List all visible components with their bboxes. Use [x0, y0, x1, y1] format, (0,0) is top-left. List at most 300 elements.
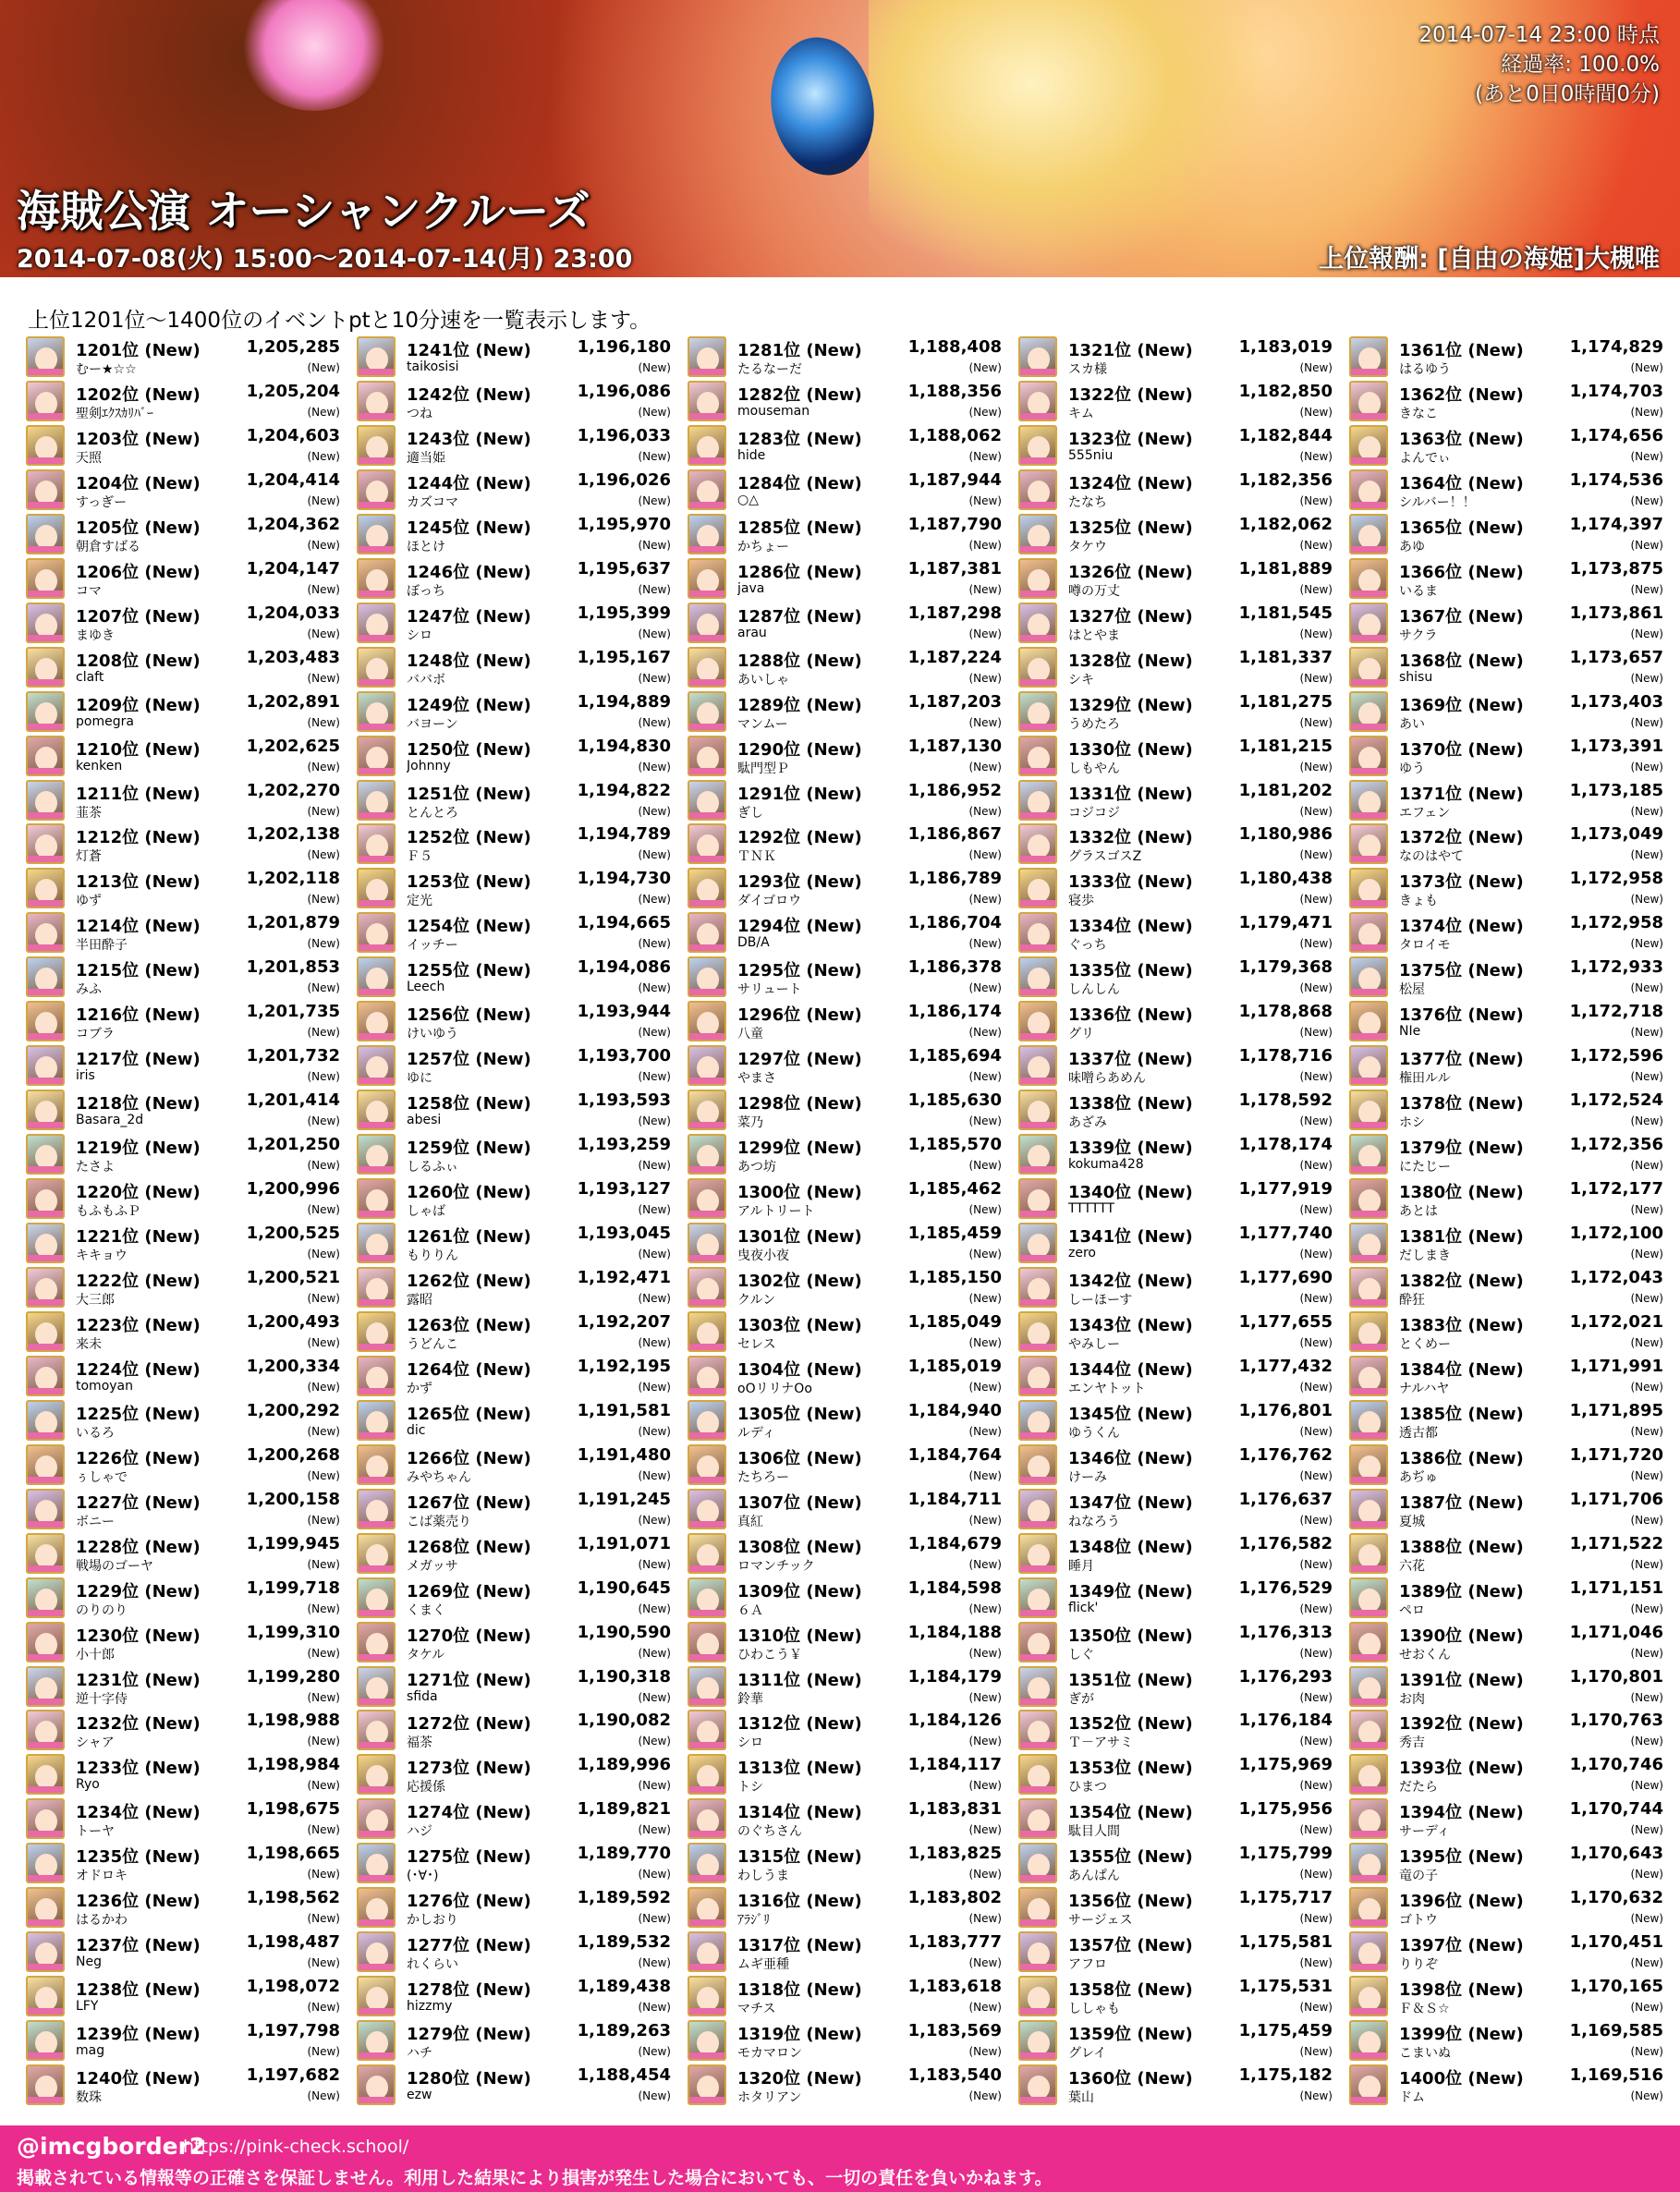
ranking-entry	[1349, 910, 1663, 955]
producer-name: ホシ	[1399, 1115, 1425, 1131]
idol-avatar	[26, 1090, 65, 1130]
avatar-rarity-bar	[689, 591, 724, 597]
avatar-rarity-bar	[359, 2008, 394, 2015]
ranking-entry	[357, 1176, 671, 1221]
ranking-entry	[1018, 1708, 1333, 1752]
event-points: 1,186,952	[907, 780, 1002, 800]
speed-label: (New)	[1299, 715, 1333, 729]
avatar-rarity-bar	[1020, 1699, 1055, 1705]
producer-name: 曳夜小夜	[737, 1248, 789, 1263]
rank-label: 1305位 (New)	[737, 1404, 862, 1424]
producer-name: ひまつ	[1068, 1780, 1107, 1796]
ranking-entry	[1349, 1930, 1663, 1974]
idol-avatar	[1018, 1267, 1057, 1308]
rank-label: 1301位 (New)	[737, 1227, 862, 1247]
idol-avatar	[688, 868, 726, 908]
avatar-rarity-bar	[1351, 679, 1386, 686]
idol-avatar	[1018, 1976, 1057, 2016]
producer-name: きょも	[1399, 894, 1438, 909]
rank-label: 1366位 (New)	[1399, 562, 1524, 582]
ranking-entry	[688, 1354, 1002, 1398]
rank-label: 1247位 (New)	[407, 606, 531, 627]
idol-avatar	[688, 1311, 726, 1352]
idol-avatar	[26, 1400, 65, 1441]
speed-label: (New)	[1299, 981, 1333, 995]
rank-label: 1381位 (New)	[1399, 1227, 1524, 1247]
ranking-entry	[1018, 1221, 1333, 1265]
producer-name: たなち	[1068, 494, 1107, 510]
speed-label: (New)	[1630, 1646, 1663, 1660]
avatar-rarity-bar	[28, 1033, 63, 1040]
avatar-rarity-bar	[359, 1211, 394, 1217]
avatar-rarity-bar	[1020, 1565, 1055, 1572]
speed-label: (New)	[1630, 1823, 1663, 1837]
speed-label: (New)	[1299, 493, 1333, 507]
event-points: 1,172,596	[1569, 1046, 1663, 1066]
rank-label: 1208位 (New)	[76, 651, 201, 671]
ranking-entry	[357, 423, 671, 468]
rank-label: 1377位 (New)	[1399, 1050, 1524, 1070]
speed-label: (New)	[1299, 1779, 1333, 1793]
speed-label: (New)	[1630, 937, 1663, 951]
idol-avatar	[26, 336, 65, 377]
event-points: 1,194,730	[577, 869, 671, 889]
speed-label: (New)	[1630, 893, 1663, 907]
ranking-entry	[26, 601, 340, 645]
ranking-entry	[26, 1531, 340, 1576]
avatar-rarity-bar	[359, 635, 394, 641]
avatar-rarity-bar	[1351, 591, 1386, 597]
speed-label: (New)	[638, 2089, 671, 2103]
event-points: 1,172,524	[1569, 1090, 1663, 1111]
avatar-rarity-bar	[28, 856, 63, 862]
avatar-rarity-bar	[1020, 2097, 1055, 2103]
producer-name: ルディ	[737, 1425, 775, 1441]
ranking-entry	[1018, 1930, 1333, 1974]
speed-label: (New)	[638, 1468, 671, 1482]
producer-name: 菜乃	[737, 1115, 763, 1131]
event-points: 1,176,762	[1238, 1444, 1333, 1465]
avatar-rarity-bar	[1020, 413, 1055, 420]
event-points: 1,200,158	[246, 1489, 340, 1509]
ranking-entry	[688, 335, 1002, 379]
ranking-entry	[1349, 1531, 1663, 1576]
avatar-rarity-bar	[28, 1344, 63, 1350]
idol-avatar	[1349, 1577, 1388, 1618]
speed-label: (New)	[1299, 1468, 1333, 1482]
rank-label: 1291位 (New)	[737, 784, 862, 804]
event-points: 1,201,735	[246, 1002, 340, 1022]
idol-avatar	[357, 381, 396, 421]
producer-name: TTTTTT	[1068, 1201, 1115, 1217]
producer-name: ねなろう	[1068, 1514, 1120, 1529]
rank-label: 1394位 (New)	[1399, 1803, 1524, 1823]
producer-name: 噂の万丈	[1068, 583, 1120, 599]
idol-avatar	[26, 1356, 65, 1396]
event-points: 1,185,462	[907, 1179, 1002, 1200]
ranking-entry	[357, 1088, 671, 1132]
event-points: 1,174,397	[1569, 514, 1663, 534]
avatar-rarity-bar	[689, 546, 724, 553]
speed-label: (New)	[968, 1468, 1002, 1482]
avatar-rarity-bar	[28, 1078, 63, 1084]
idol-avatar	[357, 956, 396, 997]
ranking-entry	[1349, 423, 1663, 468]
rank-label: 1217位 (New)	[76, 1050, 201, 1070]
producer-name: かず	[407, 1381, 432, 1396]
ranking-entry	[1018, 999, 1333, 1043]
rank-label: 1328位 (New)	[1068, 651, 1193, 671]
rank-label: 1235位 (New)	[76, 1847, 201, 1868]
avatar-rarity-bar	[1020, 2008, 1055, 2015]
idol-avatar	[1349, 1710, 1388, 1750]
avatar-rarity-bar	[1020, 944, 1055, 951]
ranking-entry	[1349, 1176, 1663, 1221]
rank-label: 1339位 (New)	[1068, 1139, 1193, 1159]
event-points: 1,172,356	[1569, 1135, 1663, 1155]
avatar-rarity-bar	[1351, 1078, 1386, 1084]
producer-name: 寝歩	[1068, 894, 1094, 909]
avatar-rarity-bar	[359, 413, 394, 420]
rank-label: 1284位 (New)	[737, 473, 862, 493]
rank-label: 1357位 (New)	[1068, 1936, 1193, 1956]
avatar-rarity-bar	[359, 1964, 394, 1970]
event-points: 1,186,789	[907, 869, 1002, 889]
idol-avatar	[1018, 1045, 1057, 1086]
rank-label: 1303位 (New)	[737, 1315, 862, 1335]
ranking-entry	[1018, 1752, 1333, 1796]
producer-name: わしうま	[737, 1869, 789, 1884]
ranking-entry	[1349, 1752, 1663, 1796]
event-points: 1,170,763	[1569, 1711, 1663, 1731]
event-points: 1,170,746	[1569, 1755, 1663, 1775]
idol-avatar	[1018, 2020, 1057, 2061]
producer-name: キキョウ	[76, 1248, 128, 1263]
idol-avatar	[688, 1622, 726, 1662]
rank-label: 1257位 (New)	[407, 1050, 531, 1070]
idol-avatar	[26, 1045, 65, 1086]
avatar-rarity-bar	[1020, 1344, 1055, 1350]
idol-avatar	[357, 1489, 396, 1529]
producer-name: タケル	[407, 1647, 445, 1662]
ranking-entry	[688, 1885, 1002, 1930]
speed-label: (New)	[638, 2045, 671, 2059]
rank-label: 1248位 (New)	[407, 651, 531, 671]
avatar-rarity-bar	[689, 1521, 724, 1528]
avatar-rarity-bar	[1351, 635, 1386, 641]
producer-name: oOリリナOo	[737, 1381, 812, 1396]
ranking-entry	[688, 1664, 1002, 1709]
speed-label: (New)	[307, 1956, 340, 1970]
rank-label: 1245位 (New)	[407, 518, 531, 538]
idol-avatar	[688, 603, 726, 643]
avatar-rarity-bar	[359, 1786, 394, 1793]
speed-label: (New)	[307, 1823, 340, 1837]
event-points: 1,184,126	[907, 1711, 1002, 1731]
avatar-rarity-bar	[28, 989, 63, 995]
ranking-entry	[1349, 866, 1663, 910]
idol-avatar	[688, 336, 726, 377]
rank-label: 1209位 (New)	[76, 695, 201, 715]
site-link[interactable]: https://pink-check.school/	[183, 2137, 409, 2157]
event-points: 1,196,086	[577, 381, 671, 401]
producer-name: 福茶	[407, 1735, 432, 1751]
rank-label: 1312位 (New)	[737, 1714, 862, 1735]
producer-name: 透古都	[1399, 1425, 1438, 1441]
rank-label: 1392位 (New)	[1399, 1714, 1524, 1735]
speed-label: (New)	[1630, 671, 1663, 685]
idol-avatar	[357, 558, 396, 599]
idol-avatar	[688, 1887, 726, 1928]
ranking-entry	[688, 556, 1002, 601]
producer-name: ダイゴロウ	[737, 894, 802, 909]
event-points: 1,200,493	[246, 1311, 340, 1332]
speed-label: (New)	[638, 848, 671, 862]
ranking-entry	[26, 512, 340, 556]
event-points: 1,184,764	[907, 1444, 1002, 1465]
avatar-rarity-bar	[28, 900, 63, 907]
ranking-entry	[26, 1974, 340, 2018]
ranking-entry	[26, 955, 340, 999]
producer-name: アフロ	[1068, 1957, 1107, 1973]
ranking-entry	[688, 1043, 1002, 1088]
rank-label: 1330位 (New)	[1068, 739, 1193, 760]
ranking-entry	[357, 1752, 671, 1796]
event-points: 1,187,298	[907, 603, 1002, 623]
producer-name: タケウ	[1068, 539, 1107, 554]
event-points: 1,170,451	[1569, 1932, 1663, 1953]
event-reward: 上位報酬: [自由の海姫]大槻唯	[1319, 245, 1660, 274]
ranking-entry	[688, 2018, 1002, 2063]
speed-label: (New)	[307, 1203, 340, 1217]
producer-name: あとは	[1399, 1204, 1438, 1220]
avatar-rarity-bar	[1020, 1919, 1055, 1926]
avatar-rarity-bar	[359, 591, 394, 597]
event-points: 1,196,033	[577, 425, 671, 445]
producer-name: 葉山	[1068, 2090, 1094, 2106]
avatar-rarity-bar	[689, 856, 724, 862]
producer-name: abesi	[407, 1113, 442, 1128]
speed-label: (New)	[638, 1203, 671, 1217]
rank-label: 1251位 (New)	[407, 784, 531, 804]
speed-label: (New)	[638, 760, 671, 773]
rank-label: 1322位 (New)	[1068, 384, 1193, 405]
avatar-rarity-bar	[28, 724, 63, 730]
speed-label: (New)	[1630, 405, 1663, 419]
speed-label: (New)	[307, 1248, 340, 1260]
idol-avatar	[1349, 514, 1388, 554]
idol-avatar	[688, 1090, 726, 1130]
idol-avatar	[1018, 425, 1057, 466]
ranking-entry	[688, 1443, 1002, 1487]
event-points: 1,196,026	[577, 469, 671, 490]
rank-label: 1314位 (New)	[737, 1803, 862, 1823]
producer-name: 真紅	[737, 1514, 763, 1529]
avatar-rarity-bar	[1020, 1875, 1055, 1881]
producer-name: みふ	[76, 982, 102, 998]
ranking-entry	[357, 1930, 671, 1974]
event-points: 1,182,844	[1238, 425, 1333, 445]
idol-avatar	[26, 912, 65, 953]
idol-avatar	[1018, 1090, 1057, 1130]
ranking-entry	[357, 955, 671, 999]
idol-avatar	[688, 381, 726, 421]
producer-name: タロイモ	[1399, 938, 1451, 954]
event-points: 1,183,569	[907, 2021, 1002, 2041]
avatar-rarity-bar	[1020, 546, 1055, 553]
speed-label: (New)	[638, 1159, 671, 1173]
producer-name: けいゆう	[407, 1027, 458, 1042]
rank-label: 1255位 (New)	[407, 961, 531, 981]
event-points: 1,191,581	[577, 1400, 671, 1420]
speed-label: (New)	[1630, 715, 1663, 729]
ranking-entry	[357, 822, 671, 866]
event-points: 1,175,969	[1238, 1755, 1333, 1775]
event-points: 1,172,021	[1569, 1311, 1663, 1332]
ranking-entry	[26, 645, 340, 689]
speed-label: (New)	[638, 804, 671, 818]
avatar-rarity-bar	[28, 1831, 63, 1837]
idol-avatar	[26, 1489, 65, 1529]
speed-label: (New)	[638, 671, 671, 685]
twitter-handle[interactable]: @imcgborder2	[17, 2133, 206, 2160]
rank-label: 1227位 (New)	[76, 1492, 201, 1513]
idol-avatar	[26, 2064, 65, 2105]
idol-avatar	[688, 912, 726, 953]
rank-label: 1362位 (New)	[1399, 384, 1524, 405]
idol-avatar	[357, 868, 396, 908]
avatar-rarity-bar	[359, 1344, 394, 1350]
event-points: 1,184,711	[907, 1489, 1002, 1509]
event-points: 1,192,471	[577, 1267, 671, 1287]
idol-avatar	[357, 1622, 396, 1662]
event-points: 1,190,082	[577, 1711, 671, 1731]
avatar-rarity-bar	[28, 1521, 63, 1528]
producer-name: バヨーン	[407, 716, 458, 732]
producer-name: あゆ	[1399, 539, 1425, 554]
rank-label: 1262位 (New)	[407, 1271, 531, 1291]
event-points: 1,176,184	[1238, 1711, 1333, 1731]
speed-label: (New)	[638, 1380, 671, 1394]
rank-label: 1219位 (New)	[76, 1139, 201, 1159]
producer-name: ゆず	[76, 894, 102, 909]
ranking-entry	[688, 1620, 1002, 1664]
producer-name: 適当姫	[407, 450, 445, 466]
ranking-entry	[1018, 468, 1333, 512]
ranking-entry	[688, 999, 1002, 1043]
event-points: 1,185,019	[907, 1356, 1002, 1376]
rank-label: 1264位 (New)	[407, 1359, 531, 1380]
speed-label: (New)	[968, 804, 1002, 818]
rank-label: 1317位 (New)	[737, 1936, 862, 1956]
ranking-entry	[357, 601, 671, 645]
idol-avatar	[26, 1223, 65, 1263]
idol-avatar	[688, 691, 726, 732]
flower-decoration	[240, 0, 388, 111]
idol-avatar	[1349, 1887, 1388, 1928]
ranking-entry	[357, 512, 671, 556]
avatar-rarity-bar	[1351, 1964, 1386, 1970]
speed-label: (New)	[1299, 1248, 1333, 1260]
rank-label: 1336位 (New)	[1068, 1005, 1193, 1026]
idol-avatar	[357, 912, 396, 953]
speed-label: (New)	[638, 1114, 671, 1128]
avatar-rarity-bar	[1351, 2097, 1386, 2103]
idol-avatar	[1349, 956, 1388, 997]
avatar-rarity-bar	[1020, 1299, 1055, 1306]
avatar-rarity-bar	[359, 989, 394, 995]
idol-avatar	[26, 780, 65, 821]
avatar-rarity-bar	[689, 724, 724, 730]
rank-label: 1213位 (New)	[76, 872, 201, 893]
ranking-entry	[688, 689, 1002, 734]
producer-name: シロ	[407, 627, 432, 643]
event-points: 1,204,603	[246, 425, 340, 445]
speed-label: (New)	[1630, 2089, 1663, 2103]
avatar-rarity-bar	[1351, 1166, 1386, 1173]
avatar-rarity-bar	[1351, 1521, 1386, 1528]
speed-label: (New)	[968, 1735, 1002, 1748]
avatar-rarity-bar	[359, 1742, 394, 1748]
ranking-entry	[1018, 689, 1333, 734]
avatar-rarity-bar	[1351, 1610, 1386, 1616]
ranking-entry	[1349, 999, 1663, 1043]
producer-name: 天照	[76, 450, 102, 466]
avatar-rarity-bar	[689, 989, 724, 995]
speed-label: (New)	[307, 538, 340, 552]
speed-label: (New)	[1630, 1513, 1663, 1527]
speed-label: (New)	[968, 760, 1002, 773]
event-points: 1,184,940	[907, 1400, 1002, 1420]
producer-name: れくらい	[407, 1957, 458, 1973]
avatar-rarity-bar	[1351, 369, 1386, 375]
idol-avatar	[688, 647, 726, 688]
rank-label: 1300位 (New)	[737, 1183, 862, 1203]
rank-label: 1391位 (New)	[1399, 1670, 1524, 1690]
rank-label: 1353位 (New)	[1068, 1759, 1193, 1779]
avatar-rarity-bar	[1020, 812, 1055, 819]
event-points: 1,188,356	[907, 381, 1002, 401]
event-points: 1,193,127	[577, 1179, 671, 1200]
avatar-rarity-bar	[359, 2052, 394, 2059]
rank-label: 1367位 (New)	[1399, 606, 1524, 627]
avatar-rarity-bar	[1020, 502, 1055, 508]
speed-label: (New)	[968, 1513, 1002, 1527]
idol-avatar	[26, 647, 65, 688]
idol-avatar	[26, 1444, 65, 1485]
event-points: 1,201,879	[246, 913, 340, 933]
avatar-rarity-bar	[28, 944, 63, 951]
producer-name: はるかわ	[76, 1913, 128, 1929]
avatar-rarity-bar	[1020, 724, 1055, 730]
avatar-rarity-bar	[1020, 1477, 1055, 1483]
producer-name: いるま	[1399, 583, 1438, 599]
idol-avatar	[1349, 1843, 1388, 1883]
speed-label: (New)	[1299, 2001, 1333, 2015]
producer-name: 竜の子	[1399, 1869, 1438, 1884]
event-points: 1,194,789	[577, 824, 671, 845]
event-points: 1,171,895	[1569, 1400, 1663, 1420]
avatar-rarity-bar	[689, 1344, 724, 1350]
ranking-entry	[688, 645, 1002, 689]
ranking-column	[357, 335, 671, 2109]
producer-name: 睡月	[1068, 1558, 1094, 1574]
rank-label: 1210位 (New)	[76, 739, 201, 760]
event-points: 1,194,830	[577, 736, 671, 756]
event-points: 1,185,150	[907, 1267, 1002, 1287]
rank-label: 1234位 (New)	[76, 1803, 201, 1823]
producer-name: しーほーす	[1068, 1292, 1133, 1308]
